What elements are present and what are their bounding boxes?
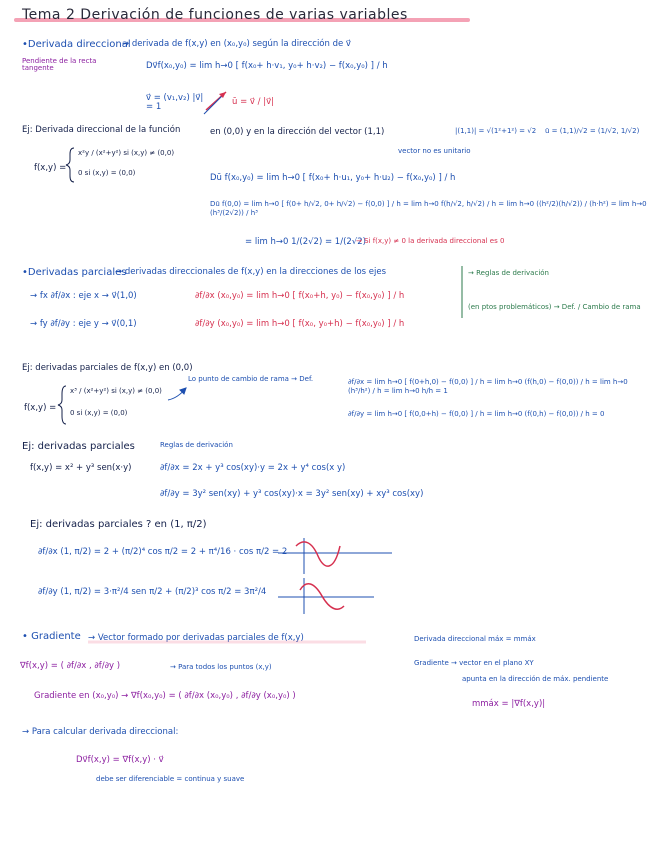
gradient-max-slope-direction: apunta en la dirección de máx. pendiente	[462, 675, 609, 683]
example-2-function-name: f(x,y) =	[24, 403, 57, 413]
example-3-partial-y: ∂f/∂y = 3y² sen(xy) + y³ cos(xy)·x = 3y² sen(xy) + xy³ cos(xy)	[160, 489, 424, 499]
gradient-description: → Vector formado por derivadas parciales de f(x,y)	[88, 633, 304, 643]
example-1-result-line: = lim h→0 1/(2√2) = 1/(2√2)	[245, 237, 366, 247]
partial-x-row: → fx ∂f/∂x : eje x → v⃗(1,0)	[30, 291, 137, 301]
example-3-rules-label: Reglas de derivación	[160, 441, 233, 449]
branch-change-note: (en ptos problemáticos) → Def. / Cambio de rama	[468, 303, 641, 311]
gradient-vector-plane: Gradiente → vector en el plano XY	[414, 659, 534, 667]
gradient-all-points: → Para todos los puntos (x,y)	[170, 663, 272, 671]
page-title: Tema 2 Derivación de funciones de varias variables	[22, 7, 408, 23]
example-1-point-direction: en (0,0) y en la dirección del vector (1,1)	[210, 127, 385, 137]
graph-sin-curve	[278, 578, 374, 614]
gradient-at-point: Gradiente en (x₀,y₀) → ∇f(x₀,y₀) = ( ∂f/∂x (x₀,y₀) , ∂f/∂y (x₀,y₀) )	[34, 691, 296, 701]
example-1-heading: Ej: Derivada direccional de la función	[22, 125, 181, 135]
example-2-partial-x: ∂f/∂x = lim h→0 [ f(0+h,0) − f(0,0) ] / h = lim h→0 (f(h,0) − f(0,0)) / h = lim h→0 (h³/h²) / h = lim h→0 h/h = 1	[348, 378, 628, 395]
piecewise-brace-1	[66, 148, 74, 182]
section-gradient-heading: • Gradiente	[22, 631, 81, 642]
unit-vector-normalization: ū = v⃗ / |v⃗|	[232, 97, 274, 107]
section-partial-derivatives-heading: •Derivadas parciales	[22, 267, 127, 278]
example-2-case-nonzero: x³ / (x²+y²) si (x,y) ≠ (0,0)	[70, 387, 162, 395]
example-1-computation-line: Dū f(0,0) = lim h→0 [ f(0+ h/√2, 0+ h/√2) − f(0,0) ] / h = lim h→0 f(h/√2, h/√2) / h = lim h→0 ((h²/2)(h/√2)) / (h·h²) = lim h→0 (h³/(2√2)) / h³	[210, 200, 647, 217]
example-1-definition-line: Dū f(x₀,y₀) = lim h→0 [ f(x₀+ h·u₁, y₀+ h·u₂) − f(x₀,y₀) ] / h	[210, 173, 456, 183]
partial-y-formula: ∂f/∂y (x₀,y₀) = lim h→0 [ f(x₀, y₀+h) − f(x₀,y₀) ] / h	[195, 319, 405, 329]
tangent-slope-note: Pendiente de la recta tangente	[22, 57, 97, 73]
example-3-heading: Ej: derivadas parciales	[22, 441, 135, 452]
example-1-unit-vector: ū = (1,1)/√2 = (1/√2, 1/√2)	[545, 127, 640, 135]
example-2-heading: Ej: derivadas parciales de f(x,y) en (0,0)	[22, 363, 193, 373]
calc-directional-note: → Para calcular derivada direccional:	[22, 727, 179, 737]
example-4-partial-y: ∂f/∂y (1, π/2) = 3·π²/4 sen π/2 + (π/2)³ cos π/2 = 3π²/4	[38, 587, 267, 597]
gradient-formula: ∇f(x,y) = ( ∂f/∂x , ∂f/∂y )	[20, 661, 121, 671]
unit-vector-condition: v⃗ = (v₁,v₂) |v⃗| = 1	[146, 93, 204, 112]
example-1-case-nonzero: x²y / (x²+y²) si (x,y) ≠ (0,0)	[78, 149, 175, 157]
example-1-not-unit-note: vector no es unitario	[398, 147, 471, 155]
piecewise-brace-2	[58, 386, 66, 424]
ej2-arrow	[168, 388, 186, 400]
directional-via-gradient: Dv⃗f(x,y) = ∇f(x,y) · v⃗	[76, 755, 164, 765]
example-4-heading: Ej: derivadas parciales ? en (1, π/2)	[30, 519, 207, 530]
graph-cos-curve	[278, 538, 392, 574]
example-1-zero-note: → Si f(x,y) ≠ 0 la derivada direccional es 0	[356, 237, 505, 245]
max-directional-derivative: Derivada direccional máx = mmáx	[414, 635, 536, 643]
example-1-case-zero: 0 si (x,y) = (0,0)	[78, 169, 136, 177]
example-4-partial-x: ∂f/∂x (1, π/2) = 2 + (π/2)⁴ cos π/2 = 2 + π⁴/16 · cos π/2 = 2	[38, 547, 288, 557]
example-1-function-name: f(x,y) =	[34, 163, 67, 173]
example-1-norm: |(1,1)| = √(1²+1²) = √2	[455, 127, 537, 135]
rules-note: → Reglas de derivación	[468, 269, 549, 277]
example-2-case-zero: 0 si (x,y) = (0,0)	[70, 409, 128, 417]
partial-derivatives-description: → derivadas direccionales de f(x,y) en la direcciones de los ejes	[115, 267, 387, 277]
directional-derivative-description: → derivada de f(x,y) en (x₀,y₀) según la dirección de v⃗	[122, 39, 351, 49]
partial-x-formula: ∂f/∂x (x₀,y₀) = lim h→0 [ f(x₀+h, y₀) − f(x₀,y₀) ] / h	[195, 291, 405, 301]
example-3-function: f(x,y) = x² + y³ sen(x·y)	[30, 463, 132, 473]
directional-derivative-formula: Dv⃗f(x₀,y₀) = lim h→0 [ f(x₀+ h·v₁, y₀+ h·v₂) − f(x₀,y₀) ] / h	[146, 61, 388, 71]
section-directional-derivative-heading: •Derivada direccional	[22, 39, 131, 50]
max-slope-magnitude: mmáx = |∇f(x,y)|	[472, 699, 546, 709]
example-2-branch-note: Lo punto de cambio de rama → Def.	[188, 375, 314, 383]
unit-vector-diagram	[204, 92, 226, 114]
example-3-partial-x: ∂f/∂x = 2x + y³ cos(xy)·y = 2x + y⁴ cos(x y)	[160, 463, 346, 473]
example-2-partial-y: ∂f/∂y = lim h→0 [ f(0,0+h) − f(0,0) ] / h = lim h→0 (f(0,h) − f(0,0)) / h = 0	[348, 410, 605, 418]
differentiable-condition: debe ser diferenciable = continua y suave	[96, 775, 245, 783]
partial-y-row: → fy ∂f/∂y : eje y → v⃗(0,1)	[30, 319, 137, 329]
